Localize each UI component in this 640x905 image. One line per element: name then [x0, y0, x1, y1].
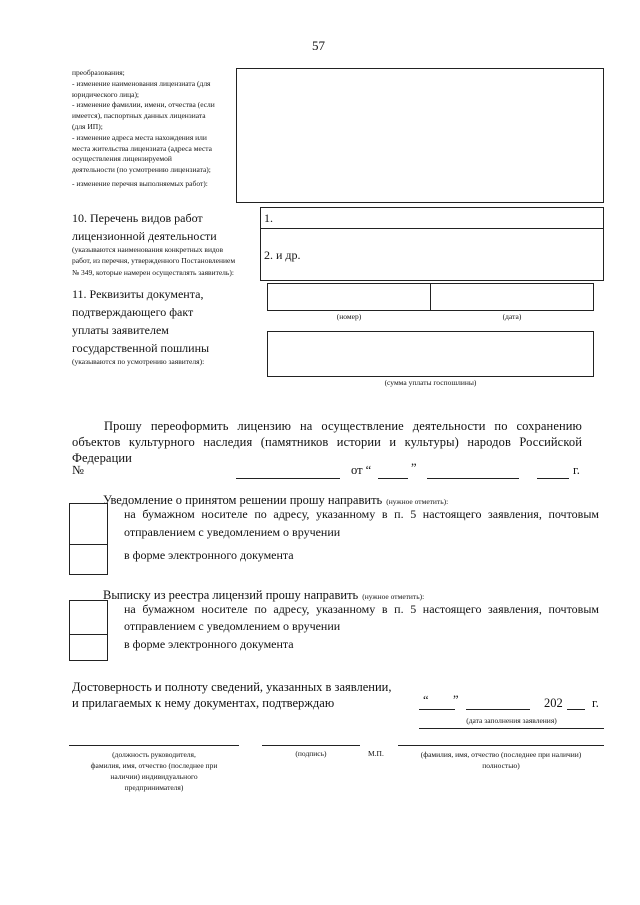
note-line: осуществления лицензируемой — [72, 154, 172, 164]
confirm-quote-close: ” — [453, 693, 459, 707]
section10-title-2: лицензионной деятельности — [72, 229, 217, 243]
note-line: преобразования; — [72, 68, 125, 77]
confirm-month-line[interactable] — [466, 709, 530, 710]
confirm-year-line[interactable] — [567, 709, 585, 710]
section10-note-2: работ, из перечня, утвержденного Постановлением — [72, 256, 236, 265]
extract-option1-line1: на бумажном носителе по адресу, указанному в п. 5 настоящего заявления, почтовым — [124, 602, 599, 616]
section11-title-2: подтверждающего факт — [72, 305, 194, 319]
full-name-caption — [398, 749, 604, 771]
work-type-field-2[interactable] — [260, 229, 604, 281]
confirm-day-line[interactable] — [419, 709, 455, 710]
work-type-field-1[interactable] — [260, 207, 604, 229]
section11-title-1: 11. Реквизиты документа, — [72, 287, 204, 301]
quote-close: ” — [411, 461, 417, 475]
confirmation-line2: и прилагаемых к нему документах, подтверждаю — [72, 696, 335, 710]
changes-field[interactable] — [236, 68, 604, 203]
notification-option1-line2: отправлением с уведомлением о вручении — [124, 525, 341, 539]
note-line: места жительства лицензиата (адреса места — [72, 143, 212, 153]
date-caption: (дата) — [502, 312, 522, 321]
note-line: - изменение наименования лицензиата (для — [72, 78, 211, 88]
section10-title-1: 10. Перечень видов работ — [72, 211, 203, 225]
signature-line[interactable] — [262, 745, 360, 746]
position-caption — [69, 749, 239, 793]
extract-heading-note: (нужное отметить): — [362, 592, 425, 601]
note-line: юридического лица); — [72, 89, 140, 99]
notification-paper-checkbox[interactable] — [69, 503, 108, 545]
note-line: - изменение адреса места нахождения или — [72, 132, 207, 142]
full-name-caption-line: (фамилия, имя, отчество (последнее при наличии) — [420, 750, 582, 759]
work-type-item-2: 2. и др. — [264, 248, 301, 262]
request-text: Прошу переоформить лицензию на осуществление деятельности по сохранению объектов культурного наследия (памятников истории и культуры) народов Российской Федерации — [72, 419, 582, 465]
year-suffix: г. — [573, 463, 580, 477]
position-caption-line: наличии) индивидуального — [110, 772, 198, 781]
position-line[interactable] — [69, 745, 239, 746]
notification-heading-text: Уведомление о принятом решении прошу направить — [103, 493, 383, 507]
notification-heading-note: (нужное отметить): — [386, 497, 449, 506]
extract-option1-line2: отправлением с уведомлением о вручении — [124, 619, 341, 633]
confirm-year-suffix: г. — [592, 696, 599, 710]
change-types-notes — [72, 68, 242, 190]
amount-caption: (сумма уплаты госпошлины) — [384, 378, 477, 387]
confirm-quote-open: “ — [423, 693, 429, 707]
stamp-label: М.П. — [368, 749, 384, 758]
extract-option2: в форме электронного документа — [124, 637, 294, 651]
day-line[interactable] — [378, 478, 408, 479]
payment-number-field[interactable] — [267, 283, 431, 311]
extract-paper-checkbox[interactable] — [69, 600, 108, 635]
section10-note-3: № 349, которые намерен осуществлять заявитель): — [72, 268, 234, 277]
notification-option1-line1: на бумажном носителе по адресу, указанному в п. 5 настоящего заявления, почтовым — [124, 507, 599, 521]
confirm-year: 202 — [544, 696, 563, 710]
signature-caption: (подпись) — [295, 749, 327, 758]
license-number-line[interactable] — [236, 478, 340, 479]
page-number: 57 — [312, 38, 325, 53]
position-caption-line: фамилия, имя, отчество (последнее при — [90, 761, 218, 770]
payment-amount-field[interactable] — [267, 331, 594, 377]
note-line: деятельности (по усмотрению лицензиата); — [72, 165, 211, 175]
extract-electronic-checkbox[interactable] — [69, 635, 108, 661]
from-label: от “ — [351, 463, 372, 477]
payment-date-field[interactable] — [430, 283, 594, 311]
full-name-line[interactable] — [398, 745, 604, 746]
year-line[interactable] — [537, 478, 569, 479]
month-line[interactable] — [427, 478, 519, 479]
date-underline — [419, 728, 604, 729]
work-type-item-1: 1. — [264, 211, 273, 225]
note-line: - изменение перечня выполняемых работ): — [72, 178, 208, 188]
position-caption-line: предпринимателя) — [124, 783, 184, 792]
section11-note: (указываются по усмотрению заявителя): — [72, 357, 205, 366]
fill-date-caption: (дата заполнения заявления) — [466, 716, 557, 725]
position-caption-line: (должность руководителя, — [112, 750, 196, 759]
section10-note-1: (указываются наименования конкретных видов — [72, 245, 224, 254]
notification-electronic-checkbox[interactable] — [69, 545, 108, 575]
full-name-caption-line: полностью) — [482, 761, 520, 770]
number-sign: № — [72, 463, 84, 477]
note-line: имеется), паспортных данных лицензиата — [72, 111, 206, 121]
note-line: (для ИП); — [72, 121, 103, 131]
section11-title-3: уплаты заявителем — [72, 323, 169, 337]
notification-option2: в форме электронного документа — [124, 548, 294, 562]
note-line: - изменение фамилии, имени, отчества (если — [72, 100, 215, 110]
confirmation-line1: Достоверность и полноту сведений, указанных в заявлении, — [72, 680, 392, 694]
number-caption: (номер) — [336, 312, 362, 321]
extract-heading-text: Выписку из реестра лицензий прошу направить — [103, 588, 359, 602]
section11-title-4: государственной пошлины — [72, 341, 210, 355]
